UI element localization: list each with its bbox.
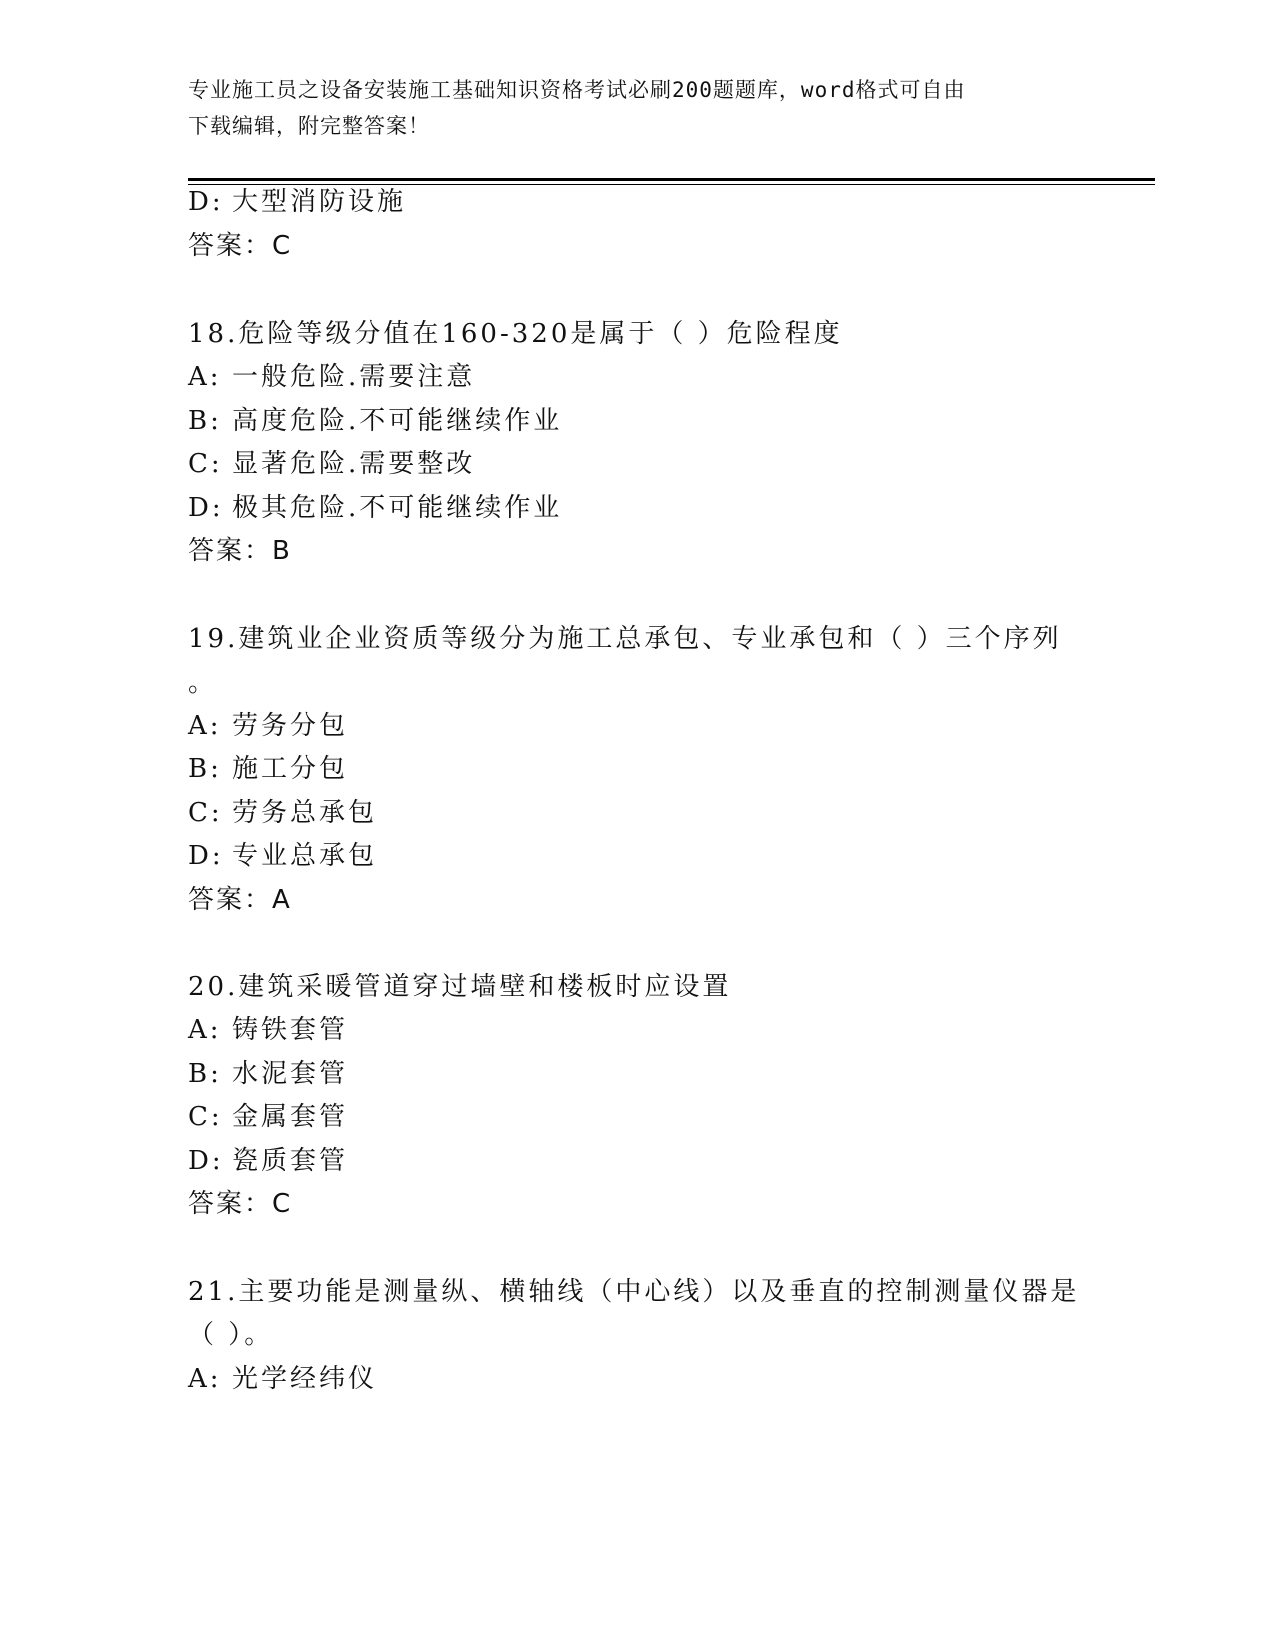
question-21-stem: 21.主要功能是测量纵、横轴线（中心线）以及垂直的控制测量仪器是 bbox=[188, 1277, 1080, 1307]
option-text: 大型消防设施 bbox=[232, 187, 407, 217]
question-20-stem: 20.建筑采暖管道穿过墙壁和楼板时应设置 bbox=[188, 972, 732, 1002]
question-19-answer: 答案：A bbox=[188, 885, 292, 915]
header-line-1: 专业施工员之设备安装施工基础知识资格考试必刷200题题库，word格式可自由 bbox=[188, 78, 966, 102]
option-key: D: bbox=[188, 1146, 224, 1176]
header-divider-thin bbox=[188, 184, 1155, 185]
option-text: 劳务总承包 bbox=[232, 798, 378, 828]
option-text: 金属套管 bbox=[232, 1102, 349, 1132]
question-21-stem-continuation: （ ）。 bbox=[188, 1320, 274, 1350]
question-19-stem: 19.建筑业企业资质等级分为施工总承包、专业承包和（ ）三个序列 bbox=[188, 624, 1062, 654]
question-18-option-d bbox=[188, 492, 562, 524]
question-19-stem-continuation: 。 bbox=[188, 668, 218, 698]
question-18-option-a bbox=[188, 361, 475, 393]
option-key: C: bbox=[188, 1102, 223, 1132]
option-text: 劳务分包 bbox=[232, 711, 349, 741]
question-18-stem: 18.危险等级分值在160-320是属于（ ）危险程度 bbox=[188, 319, 843, 349]
option-text: 瓷质套管 bbox=[232, 1146, 349, 1176]
option-key: B: bbox=[188, 754, 222, 784]
option-key: B: bbox=[188, 1059, 222, 1089]
option-text: 显著危险.需要整改 bbox=[232, 449, 476, 479]
option-text: 极其危险.不可能继续作业 bbox=[232, 493, 563, 523]
header-divider-thick bbox=[188, 178, 1155, 181]
option-key: B: bbox=[188, 406, 222, 436]
option-text: 光学经纬仪 bbox=[232, 1364, 378, 1394]
header-line-2: 下载编辑，附完整答案！ bbox=[188, 114, 430, 138]
option-text: 高度危险.不可能继续作业 bbox=[232, 406, 563, 436]
option-text: 施工分包 bbox=[232, 754, 349, 784]
question-21-option-a bbox=[188, 1363, 377, 1395]
option-text: 一般危险.需要注意 bbox=[232, 362, 476, 392]
document-header bbox=[188, 72, 1068, 144]
question-20-option-c bbox=[188, 1101, 348, 1133]
answer-line: 答案：C bbox=[188, 231, 293, 261]
option-key: A: bbox=[188, 362, 222, 392]
question-19-option-a bbox=[188, 710, 348, 742]
question-20-answer: 答案：C bbox=[188, 1189, 293, 1219]
question-18-option-c bbox=[188, 448, 475, 480]
option-d bbox=[188, 186, 406, 218]
option-text: 水泥套管 bbox=[232, 1059, 349, 1089]
option-key: C: bbox=[188, 449, 223, 479]
question-20-option-d bbox=[188, 1145, 348, 1177]
option-text: 铸铁套管 bbox=[232, 1015, 349, 1045]
option-text: 专业总承包 bbox=[232, 841, 378, 871]
question-20-option-a bbox=[188, 1014, 348, 1046]
question-18-option-b bbox=[188, 405, 562, 437]
option-key: A: bbox=[188, 711, 222, 741]
question-18-answer: 答案：B bbox=[188, 536, 292, 566]
question-19-option-b bbox=[188, 753, 348, 785]
question-19-option-d bbox=[188, 840, 377, 872]
option-key: D: bbox=[188, 493, 224, 523]
option-key: C: bbox=[188, 798, 223, 828]
question-20-option-b bbox=[188, 1058, 348, 1090]
option-key: D: bbox=[188, 187, 224, 217]
question-19-option-c bbox=[188, 797, 377, 829]
option-key: A: bbox=[188, 1015, 222, 1045]
option-key: A: bbox=[188, 1364, 222, 1394]
option-key: D: bbox=[188, 841, 224, 871]
